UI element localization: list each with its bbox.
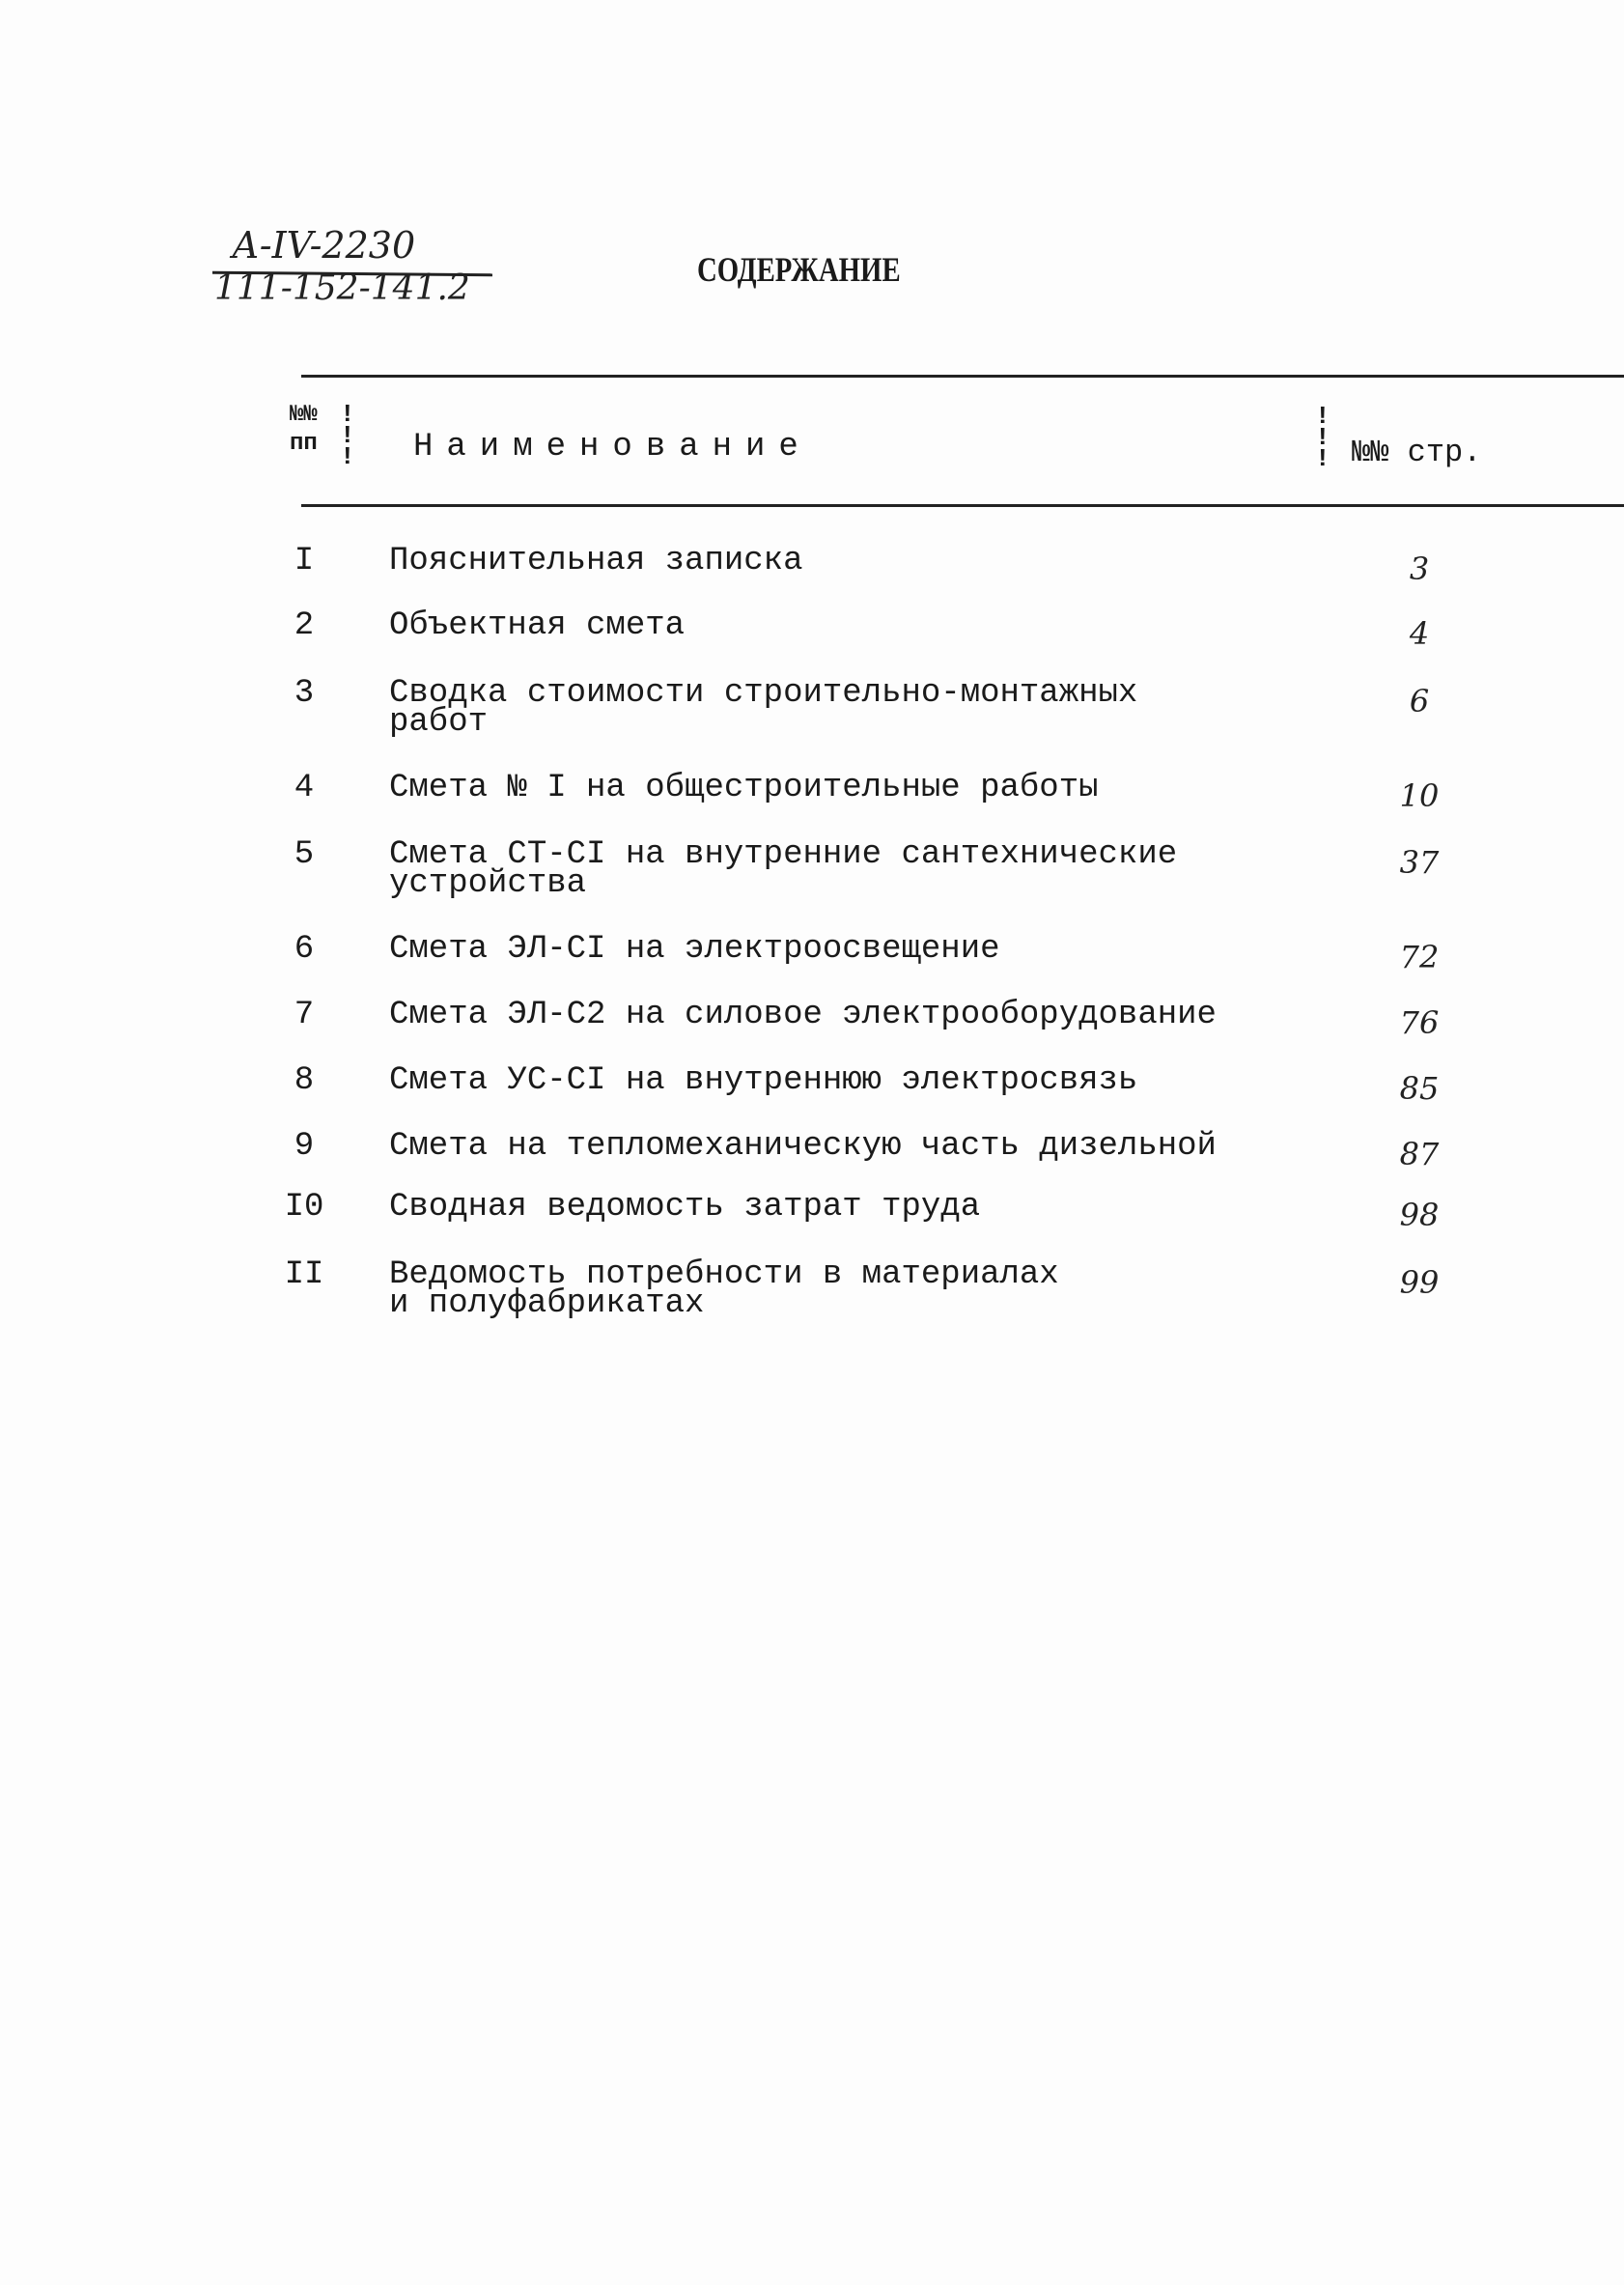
row-page: 37	[1399, 844, 1440, 881]
row-title: Смета № I на общестроительные работы	[389, 770, 1099, 806]
row-page: 85	[1399, 1070, 1440, 1107]
column-separator: ! ! !	[1315, 402, 1330, 473]
row-number: 4	[294, 770, 315, 806]
row-page: 99	[1399, 1264, 1440, 1301]
row-number: 6	[294, 931, 315, 968]
row-title: и полуфабрикатах	[389, 1285, 705, 1322]
row-title: Сводка стоимости строительно-монтажных	[389, 675, 1138, 712]
row-title: работ	[389, 704, 489, 741]
table-top-rule	[301, 375, 1624, 378]
row-page: 6	[1409, 683, 1430, 719]
document-code-top: А-IV-2230	[232, 224, 416, 267]
row-title: Смета ЭЛ-СI на электроосвещение	[389, 931, 1000, 968]
row-page: 3	[1409, 550, 1430, 587]
row-page: 72	[1399, 939, 1440, 975]
row-page: 87	[1399, 1136, 1440, 1172]
row-title: Пояснительная записка	[389, 543, 803, 579]
row-number: I	[294, 543, 315, 579]
document-code-bottom: 111-152-141.2	[214, 268, 470, 308]
table-header-rule	[301, 504, 1624, 507]
row-page: 76	[1399, 1004, 1440, 1041]
row-number: I0	[284, 1189, 324, 1226]
row-title: Смета ЭЛ-С2 на силовое электрооборудование	[389, 997, 1217, 1033]
row-title: устройства	[389, 865, 587, 902]
column-header-name: Наименование	[413, 429, 812, 465]
row-number: 5	[294, 836, 315, 873]
row-page: 4	[1409, 615, 1430, 652]
row-number: II	[284, 1256, 324, 1293]
column-header-page: №№ стр.	[1352, 435, 1482, 470]
row-page: 98	[1399, 1197, 1440, 1233]
row-title: Смета на тепломеханическую часть дизельной	[389, 1128, 1217, 1165]
row-number: 3	[294, 675, 315, 712]
row-title: Ведомость потребности в материалах	[389, 1256, 1059, 1293]
row-title: Объектная смета	[389, 607, 686, 644]
page-title: СОДЕРЖАНИЕ	[697, 250, 901, 289]
row-title: Смета УС-СI на внутреннюю электросвязь	[389, 1062, 1138, 1099]
row-title: Смета СТ-СI на внутренние сантехнические	[389, 836, 1178, 873]
column-header-number: №№ пп	[290, 402, 318, 457]
row-page: 10	[1399, 777, 1440, 814]
row-title: Сводная ведомость затрат труда	[389, 1189, 981, 1226]
column-separator: ! ! !	[340, 400, 355, 471]
row-number: 8	[294, 1062, 315, 1099]
row-number: 7	[294, 997, 315, 1033]
row-number: 2	[294, 607, 315, 644]
row-number: 9	[294, 1128, 315, 1165]
